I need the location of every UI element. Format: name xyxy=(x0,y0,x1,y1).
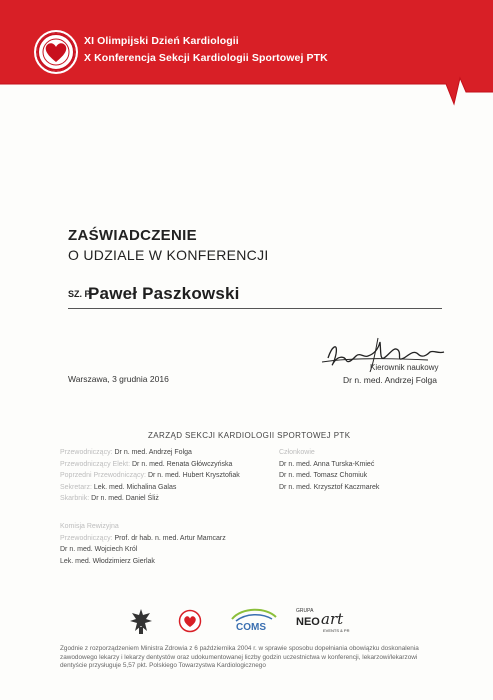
member-role: Skarbnik: xyxy=(60,495,90,502)
legal-footer: Zgodnie z rozporządzeniem Ministra Zdrowia z 6 października 2004 r. w sprawie sposobu dopełniania obowiązku doskonalenia zawodowego lekarzy i lekarzy dentystów oraz udokumentowanej liczby godzin uczestnictwa w konferencji, lekarzowi/lekarzowi dentyście przysługuje 5,57 pkt. Polskiego Towarzystwa Kardiologicznego xyxy=(60,645,419,670)
member-role: Sekretarz: xyxy=(60,483,92,491)
commission-member xyxy=(60,544,226,556)
signature-role: Kierownik naukowy xyxy=(370,363,439,372)
board-member: Dr n. med. Anna Turska-Kmieć xyxy=(279,460,375,468)
name-prefix: SZ. P. xyxy=(68,289,92,299)
members-header: Członkowie xyxy=(279,449,315,456)
member-name: Lek. med. Włodzimierz Gierlak xyxy=(60,557,155,565)
board-member xyxy=(60,493,240,505)
board-left-column xyxy=(60,447,240,505)
neoart-logo-neo: NEO xyxy=(296,616,320,628)
member-name: Dr n. med. Hubert Krysztofiak xyxy=(147,472,240,479)
place-date: Warszawa, 3 grudnia 2016 xyxy=(68,374,169,384)
member-role: Przewodniczący Elekt: xyxy=(60,460,131,468)
board-right-column xyxy=(279,447,379,493)
board-member xyxy=(60,459,240,471)
coms-logo-text: COMS xyxy=(236,622,266,633)
member-role: Poprzedni Przewodniczący: xyxy=(60,472,146,479)
signature-name: Dr n. med. Andrzej Folga xyxy=(343,375,438,385)
ptk-heart-logo-icon xyxy=(178,609,202,633)
commission-member xyxy=(60,533,226,545)
board-member: Dr n. med. Krzysztof Kaczmarek xyxy=(279,483,380,491)
board-member xyxy=(60,447,240,459)
member-name: Dr n. med. Andrzej Folga xyxy=(114,449,192,456)
header-title-line-2: X Konferencja Sekcji Kardiologii Sportowej PTK xyxy=(84,52,328,64)
certificate-subtitle: O UDZIALE W KONFERENCJI xyxy=(68,247,269,263)
member-role: Przewodniczący: xyxy=(60,449,113,456)
member-name: Dr n. med. Renata Główczyńska xyxy=(131,460,233,468)
audit-commission xyxy=(60,521,226,567)
name-underline xyxy=(68,308,442,309)
board-title: ZARZĄD SEKCJI KARDIOLOGII SPORTOWEJ PTK xyxy=(148,431,351,440)
participant-name: Paweł Paszkowski xyxy=(88,284,240,303)
member-name: Lek. med. Michalina Galas xyxy=(93,483,177,491)
header-title-line-1: XI Olimpijski Dzień Kardiologii xyxy=(84,35,239,47)
board-member xyxy=(60,482,240,494)
member-role: Przewodniczący: xyxy=(60,534,113,542)
board-member xyxy=(60,470,240,482)
heart-logo-icon xyxy=(34,30,78,74)
board-member: Dr n. med. Tomasz Chomiuk xyxy=(279,472,368,479)
neoart-logo-art: art xyxy=(321,610,344,628)
member-name: Dr n. med. Daniel Śliż xyxy=(91,495,159,502)
member-name: Dr n. med. Wojciech Król xyxy=(60,546,138,553)
commission-member xyxy=(60,556,226,568)
neoart-logo-top: GRUPA xyxy=(296,608,314,614)
neoart-logo-bottom: EVENTS & PR xyxy=(323,628,350,633)
header-band xyxy=(0,0,493,120)
member-name: Prof. dr hab. n. med. Artur Mamcarz xyxy=(114,534,226,542)
certificate-title: ZAŚWIADCZENIE xyxy=(68,227,197,244)
sponsor-logos xyxy=(120,605,380,637)
eagle-emblem-icon xyxy=(128,607,154,635)
commission-header: Komisja Rewizyjna xyxy=(60,523,119,530)
